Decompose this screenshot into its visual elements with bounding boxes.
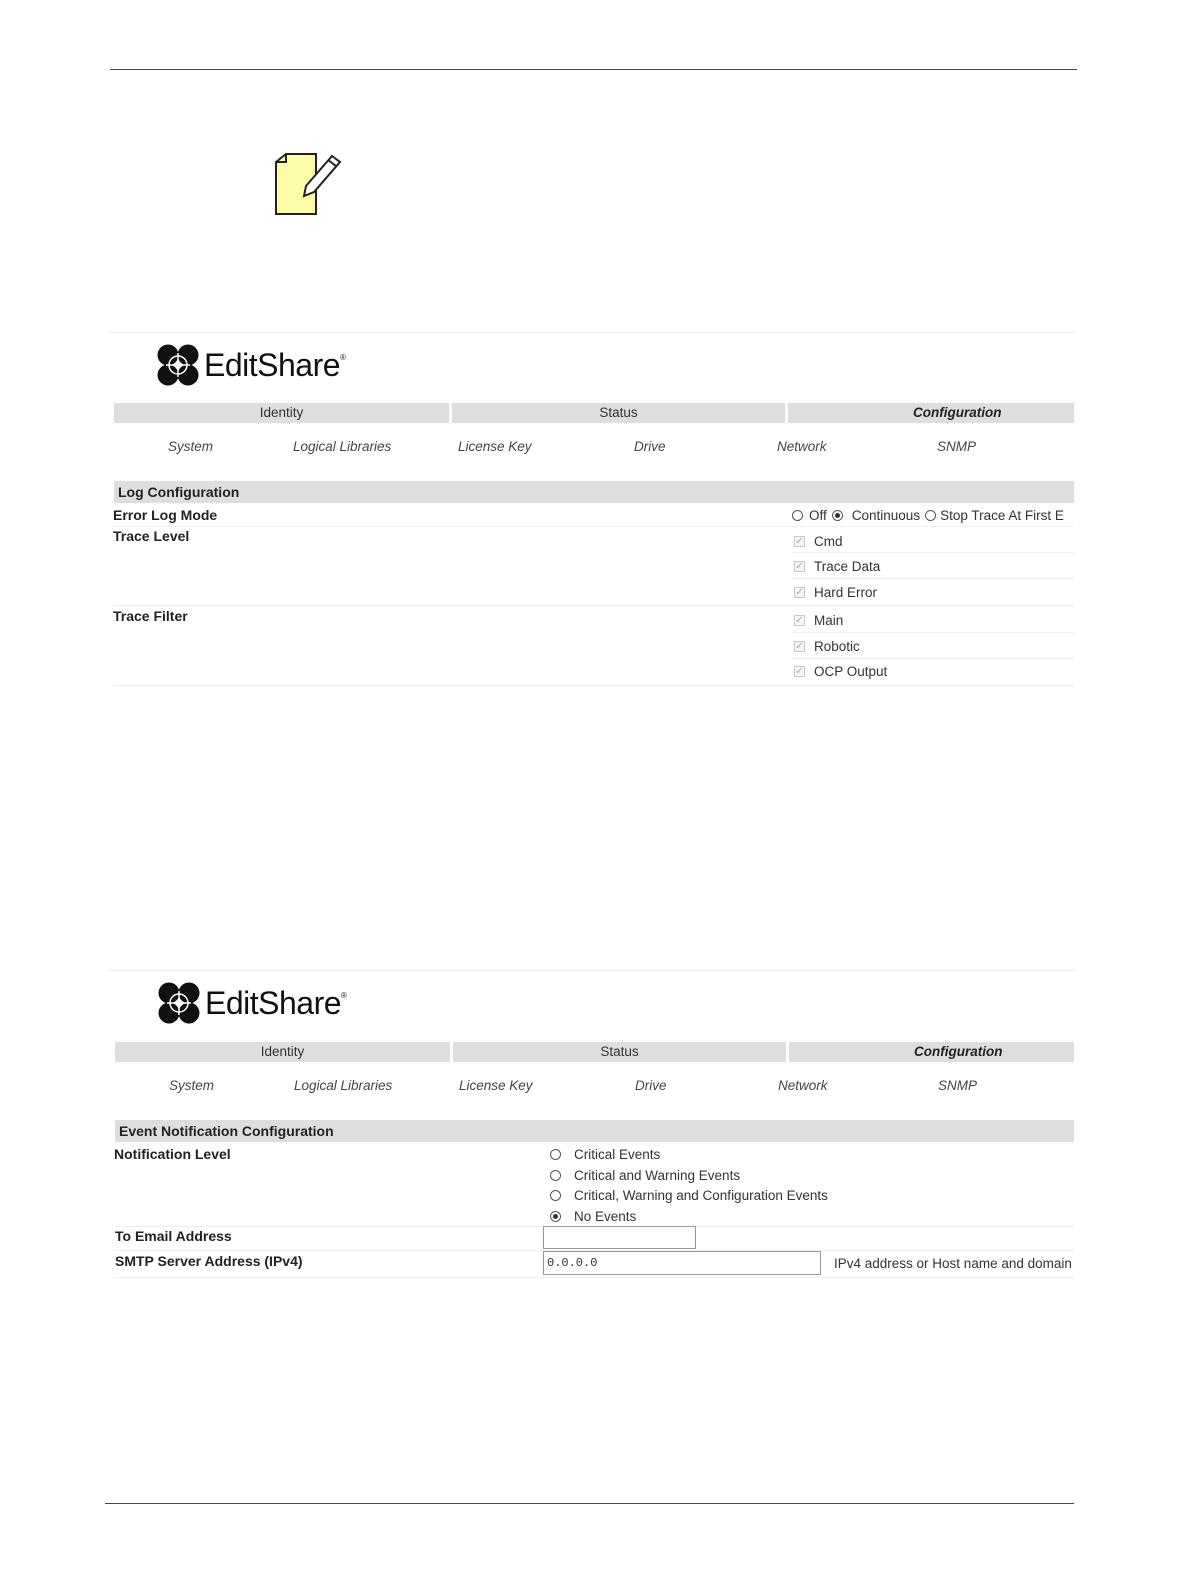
option-critical-warning-config-events xyxy=(550,1188,828,1203)
email-label: To Email Address xyxy=(115,1228,232,1244)
checkbox-ocp-output-label: OCP Output xyxy=(814,664,888,679)
radio-continuous-label: Continuous xyxy=(851,508,921,523)
subtab-license-key[interactable]: License Key xyxy=(458,439,532,454)
radio-critical-events[interactable] xyxy=(550,1149,561,1160)
checkbox-hard-error-label: Hard Error xyxy=(814,585,878,600)
trace-level-label: Trace Level xyxy=(113,528,190,544)
editshare-logo xyxy=(156,343,345,387)
editshare-logo-icon xyxy=(156,343,200,387)
row-divider xyxy=(792,632,1074,633)
tab-configuration[interactable]: Configuration xyxy=(788,403,1074,423)
subtab-network[interactable]: Network xyxy=(777,439,827,454)
radio-no-events-label: No Events xyxy=(574,1209,637,1224)
checkbox-cmd-label: Cmd xyxy=(814,534,843,549)
radio-off-label: Off xyxy=(809,508,827,523)
smtp-label: SMTP Server Address (IPv4) xyxy=(115,1253,303,1269)
subtab-logical-libraries[interactable]: Logical Libraries xyxy=(294,1078,393,1093)
checkbox-main[interactable]: ✓ xyxy=(795,615,804,626)
trace-filter-robotic xyxy=(794,639,860,654)
tab-configuration[interactable]: Configuration xyxy=(789,1042,1074,1062)
subtab-snmp[interactable]: SNMP xyxy=(937,439,977,454)
option-critical-events xyxy=(550,1147,660,1162)
checkbox-hard-error[interactable]: ✓ xyxy=(795,587,804,598)
note-icon xyxy=(270,152,346,220)
trace-level-cmd xyxy=(794,534,843,549)
subtab-logical-libraries[interactable]: Logical Libraries xyxy=(293,439,392,454)
row-divider xyxy=(115,1277,1074,1278)
main-tabs xyxy=(114,403,1074,423)
tab-identity[interactable]: Identity xyxy=(114,403,449,423)
tab-identity[interactable]: Identity xyxy=(115,1042,450,1062)
section-title: Event Notification Configuration xyxy=(115,1120,1074,1142)
option-critical-warning-events xyxy=(550,1168,740,1183)
row-divider xyxy=(114,685,1074,686)
smtp-input[interactable]: 0.0.0.0 xyxy=(543,1251,821,1275)
event-notification-screenshot xyxy=(108,970,1076,1281)
logo-wordmark: EditShare® xyxy=(205,984,347,1021)
row-divider xyxy=(792,552,1074,553)
radio-continuous[interactable] xyxy=(832,510,843,521)
trace-filter-label: Trace Filter xyxy=(113,608,188,624)
trace-filter-ocp-output xyxy=(794,664,887,679)
smtp-hint: IPv4 address or Host name and domain xyxy=(834,1256,1072,1271)
row-divider xyxy=(792,578,1074,579)
email-input[interactable] xyxy=(543,1226,696,1249)
row-divider xyxy=(114,526,1074,527)
editshare-logo xyxy=(157,981,346,1025)
tab-status[interactable]: Status xyxy=(452,403,785,423)
radio-critical-warning-events-label: Critical and Warning Events xyxy=(574,1168,741,1183)
radio-critical-warning-config-events[interactable] xyxy=(550,1190,561,1201)
option-no-events xyxy=(550,1209,636,1224)
trace-level-trace-data xyxy=(794,559,880,574)
log-config-screenshot xyxy=(108,332,1076,689)
radio-stop-trace-label: Stop Trace At First E xyxy=(940,508,1064,523)
radio-critical-warning-events[interactable] xyxy=(550,1170,561,1181)
subtab-system[interactable]: System xyxy=(168,439,214,454)
subtab-license-key[interactable]: License Key xyxy=(459,1078,533,1093)
radio-stop-trace[interactable] xyxy=(925,510,936,521)
subtab-drive[interactable]: Drive xyxy=(635,1078,667,1093)
trace-level-hard-error xyxy=(794,585,877,600)
subtab-system[interactable]: System xyxy=(169,1078,215,1093)
radio-critical-warning-config-events-label: Critical, Warning and Configuration Events xyxy=(574,1188,828,1203)
subtab-drive[interactable]: Drive xyxy=(634,439,666,454)
tab-status[interactable]: Status xyxy=(453,1042,786,1062)
config-subtabs xyxy=(114,439,1074,459)
config-subtabs xyxy=(114,1078,1074,1098)
radio-critical-events-label: Critical Events xyxy=(574,1147,661,1162)
error-log-mode-label: Error Log Mode xyxy=(113,507,218,523)
subtab-snmp[interactable]: SNMP xyxy=(938,1078,978,1093)
main-tabs xyxy=(115,1042,1075,1062)
subtab-network[interactable]: Network xyxy=(778,1078,828,1093)
checkbox-robotic-label: Robotic xyxy=(814,639,860,654)
error-log-mode-options xyxy=(792,508,1064,523)
checkbox-cmd[interactable]: ✓ xyxy=(795,536,804,547)
section-title: Log Configuration xyxy=(114,481,1074,503)
checkbox-trace-data[interactable]: ✓ xyxy=(795,561,804,572)
header-rule xyxy=(110,69,1077,70)
checkbox-trace-data-label: Trace Data xyxy=(814,559,881,574)
checkbox-main-label: Main xyxy=(814,613,844,628)
row-divider xyxy=(114,605,1074,606)
radio-no-events[interactable] xyxy=(550,1211,561,1222)
trace-filter-main xyxy=(794,613,843,628)
editshare-logo-icon xyxy=(157,981,201,1025)
checkbox-robotic[interactable]: ✓ xyxy=(795,641,804,652)
footer-rule xyxy=(105,1503,1074,1504)
radio-off[interactable] xyxy=(792,510,803,521)
logo-wordmark: EditShare® xyxy=(204,346,346,383)
row-divider xyxy=(792,658,1074,659)
notification-level-label: Notification Level xyxy=(114,1146,231,1162)
checkbox-ocp-output[interactable]: ✓ xyxy=(795,666,804,677)
